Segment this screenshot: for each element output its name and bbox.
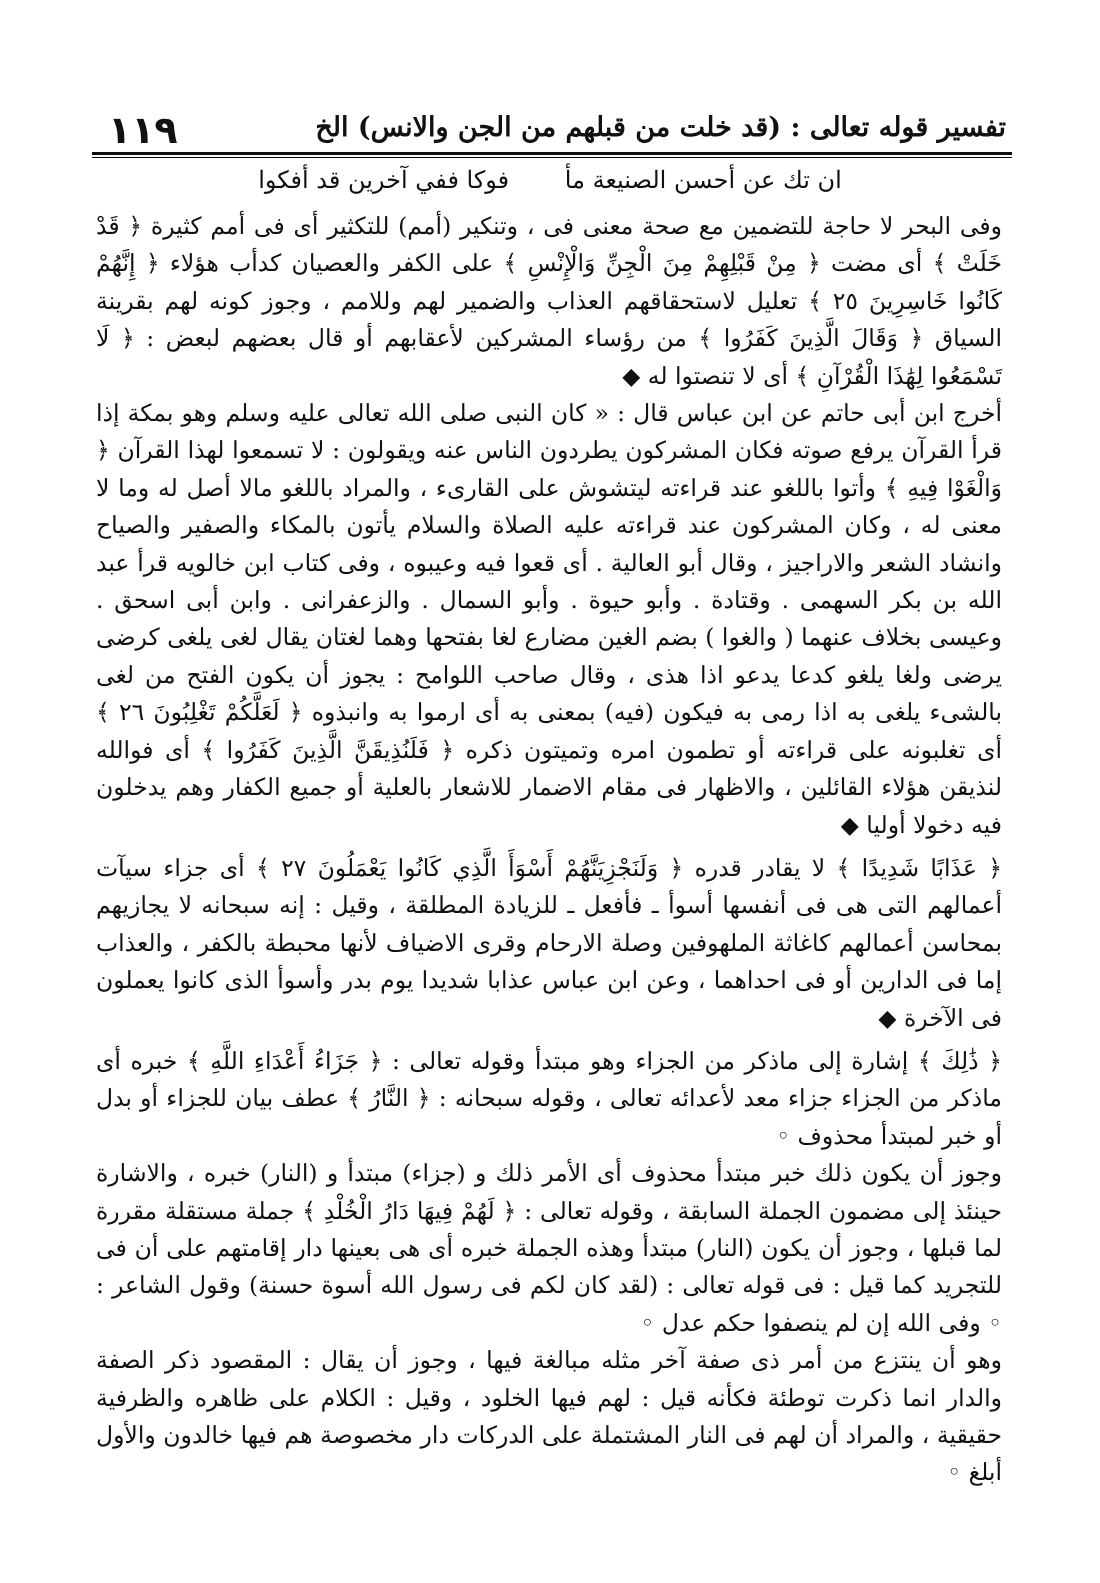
paragraph: وفى البحر لا حاجة للتضمين مع صحة معنى فى ، وتنكير (أمم) للتكثير أى فى أمم كثيرة ﴿ قَدْ خَلَتْ ﴾ أى مضت ﴿ مِنْ قَبْلِهِمْ مِنَ الْجِنِّ وَالْإِنْسِ ﴾ على الكفر والعصيان كدأب هؤلاء ﴿ إِنَّهُمْ كَانُوا خَاسِرِينَ ٢٥ ﴾ تعليل لاستحقاقهم العذاب والضمير لهم وللامم ، وجوز كونه لهم بقرينة السياق ﴿ وَقَالَ الَّذِينَ كَفَرُوا ﴾ من رؤساء المشركين لأعقابهم أو قال بعضهم لبعض : ﴿ لَا تَسْمَعُوا لِهَٰذَا الْقُرْآنِ ﴾ أى لا تنصتوا له ◆: [96, 212, 1002, 390]
paragraph: وهو أن ينتزع من أمر ذى صفة آخر مثله مبالغة فيها ، وجوز أن يقال : المقصود ذكر الصفة والدار انما ذكرت توطئة فكأنه قيل : لهم فيها الخلود ، وقيل : الكلام على ظاهره والظرفية حقيقية ، والمراد أن لهم فى النار المشتملة على الدركات دار مخصوصة هم فيها خالدون والأول أبلغ ◦: [96, 1346, 1002, 1487]
header-title: تفسير قوله تعالى : (قد خلت من قبلهم من الجن والانس) الخ: [315, 112, 1006, 143]
verse-hemistich-second: فوكا ففي آخرين قد أفكوا: [258, 166, 510, 194]
poetry-verse: [110, 166, 990, 206]
header-rule-thin: [92, 157, 1012, 158]
paragraph: وجوز أن يكون ذلك خبر مبتدأ محذوف أى الأمر ذلك و (جزاء) مبتدأ و (النار) خبره ، والاشارة حينئذ إلى مضمون الجملة السابقة ، وقوله تعالى : ﴿ لَهُمْ فِيهَا دَارُ الْخُلْدِ ﴾ جملة مستقلة مقررة لما قبلها ، وجوز أن يكون (النار) مبتدأ وهذه الجملة خبره أى هى بعينها دار إقامتهم على أن فى للتجريد كما قيل : فى قوله تعالى : (لقد كان لكم فى رسول الله أسوة حسنة) وقول الشاعر : ◦ وفى الله إن لم ينصفوا حكم عدل ◦: [96, 1159, 1002, 1337]
running-header: [96, 108, 1006, 152]
header-rule: [92, 152, 1012, 155]
verse-hemistich-first: ان تك عن أحسن الصنيعة مأ: [564, 166, 842, 194]
paragraph: ﴿ ذَٰلِكَ ﴾ إشارة إلى ماذكر من الجزاء وهو مبتدأ وقوله تعالى : ﴿ جَزَاءُ أَعْدَاءِ اللَّهِ ﴾ خبره أى ماذكر من الجزاء جزاء معد لأعدائه تعالى ، وقوله سبحانه : ﴿ النَّارُ ﴾ عطف بيان للجزاء أو بدل أو خبر لمبتدأ محذوف ◦: [96, 1046, 1002, 1150]
paragraph: أخرج ابن أبى حاتم عن ابن عباس قال : « كان النبى صلى الله تعالى عليه وسلم وهو بمكة إذا قرأ القرآن يرفع صوته فكان المشركون يطردون الناس عنه ويقولون : لا تسمعوا لهذا القرآن ﴿ وَالْغَوْا فِيهِ ﴾ وأتوا باللغو عند قراءته ليتشوش على القارىء ، والمراد باللغو مالا أصل له وما لا معنى له ، وكان المشركون عند قراءته عليه الصلاة والسلام يأتون بالمكاء والصفير والصياح وانشاد الشعر والاراجيز ، وقال أبو العالية . أى قعوا فيه وعيبوه ، وفى كتاب ابن خالويه قرأ عبد الله بن بكر السهمى . وقتادة . وأبو حيوة . وأبو السمال . والزعفرانى . وابن أبى اسحق . وعيسى بخلاف عنهما ( والغوا ) بضم الغين مضارع لغا بفتحها وهما لغتان يقال لغى يلغى كرضى يرضى ولغا يلغو كدعا يدعو اذا هذى ، وقال صاحب اللوامح : يجوز أن يكون الفتح من لغى بالشىء يلغى به اذا رمى به فيكون (فيه) بمعنى به أى ارموا به وانبذوه ﴿ لَعَلَّكُمْ تَغْلِبُونَ ٢٦ ﴾ أى تغلبونه على قراءته أو تطمون امره وتميتون ذكره ﴿ فَلَنُذِيقَنَّ الَّذِينَ كَفَرُوا ﴾ أى فوالله لنذيقن هؤلاء القائلين ، والاظهار فى مقام الاضمار للاشعار بالعلية أو جميع الكفار وهم يدخلون فيه دخولا أوليا ◆: [96, 399, 1002, 839]
paragraph: ﴿ عَذَابًا شَدِيدًا ﴾ لا يقادر قدره ﴿ وَلَنَجْزِيَنَّهُمْ أَسْوَأَ الَّذِي كَانُوا يَعْمَلُونَ ٢٧ ﴾ أى جزاء سيآت أعمالهم التى هى فى أنفسها أسوأ ـ فأفعل ـ للزيادة المطلقة ، وقيل : إنه سبحانه لا يجازيهم بمحاسن أعمالهم كاغاثة الملهوفين وصلة الارحام وقرى الاضياف لأنها محبطة بالكفر ، والعذاب إما فى الدارين أو فى احداهما ، وعن ابن عباس عذابا شديدا يوم بدر وأسوأ الذى كانوا يعملون فى الآخرة ◆: [96, 853, 1002, 1032]
page-number: ١١٩: [108, 108, 178, 152]
commentary-body: [96, 208, 1002, 1492]
